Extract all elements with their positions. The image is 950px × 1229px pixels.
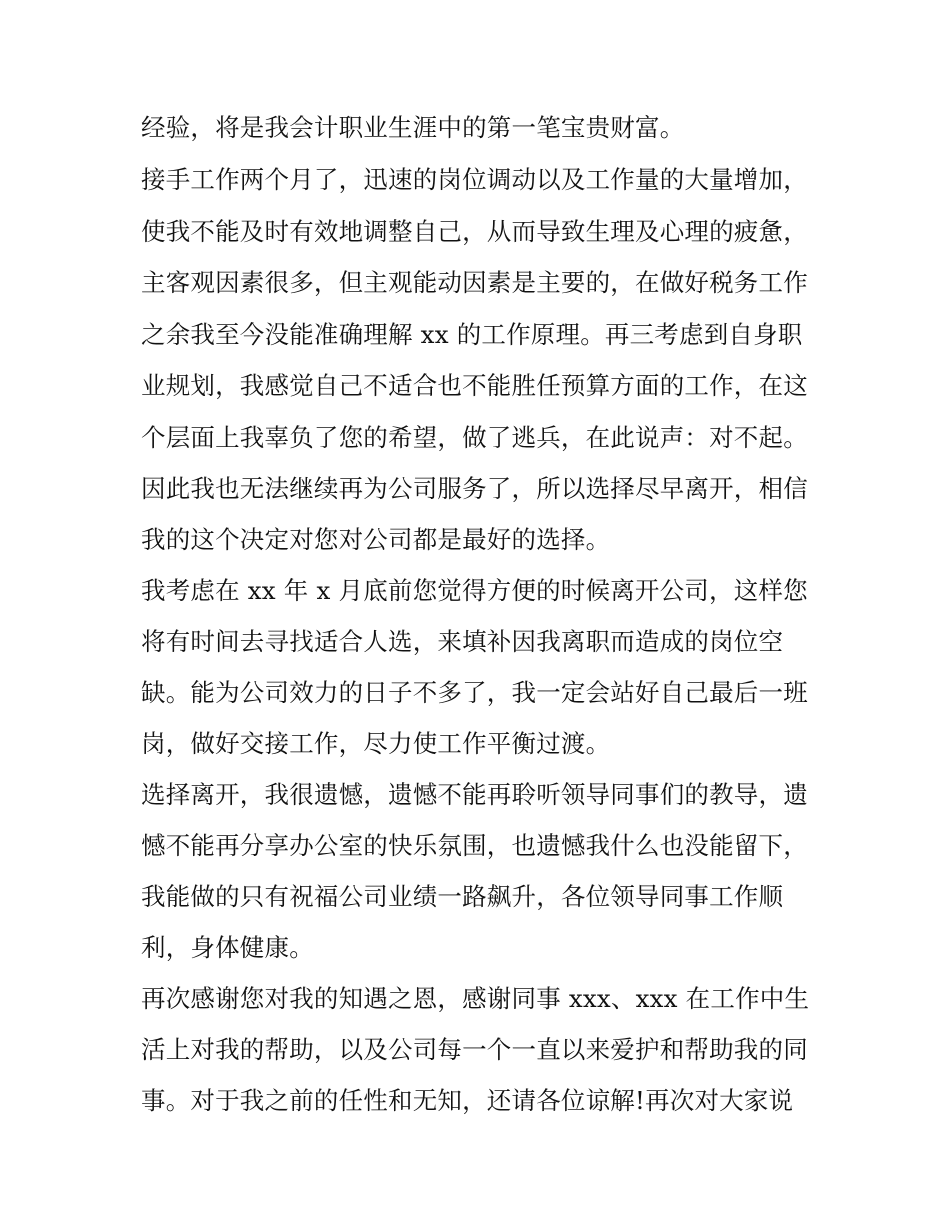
text-line: 岗，做好交接工作，尽力使工作平衡过渡。 <box>141 729 611 758</box>
text-line: 我考虑在 xx 年 x 月底前您觉得方便的时候离开公司，这样您 <box>141 576 808 605</box>
text-line: 憾不能再分享办公室的快乐氛围，也遗憾我什么也没能留下， <box>141 831 808 860</box>
text-line: 接手工作两个月了，迅速的岗位调动以及工作量的大量增加， <box>141 165 808 194</box>
text-line: 再次感谢您对我的知遇之恩，感谢同事 xxx、xxx 在工作中生 <box>141 984 810 1013</box>
text-line: 缺。能为公司效力的日子不多了，我一定会站好自己最后一班 <box>141 678 808 707</box>
text-line: 因此我也无法继续再为公司服务了，所以选择尽早离开，相信 <box>141 474 808 503</box>
text-line: 利，身体健康。 <box>141 933 314 962</box>
text-line: 经验，将是我会计职业生涯中的第一笔宝贵财富。 <box>141 113 685 142</box>
text-line: 业规划，我感觉自己不适合也不能胜任预算方面的工作，在这 <box>141 371 808 400</box>
text-line: 将有时间去寻找适合人选，来填补因我离职而造成的岗位空 <box>141 627 784 656</box>
text-line: 之余我至今没能准确理解 xx 的工作原理。再三考虑到自身职 <box>141 320 803 349</box>
text-line: 选择离开，我很遗憾，遗憾不能再聆听领导同事们的教导，遗 <box>141 780 808 809</box>
text-line: 活上对我的帮助，以及公司每一个一直以来爱护和帮助我的同 <box>141 1035 808 1064</box>
text-line: 我能做的只有祝福公司业绩一路飙升，各位领导同事工作顺 <box>141 882 784 911</box>
text-line: 事。对于我之前的任性和无知，还请各位谅解!再次对大家说 <box>141 1086 794 1115</box>
text-line: 主客观因素很多，但主观能动因素是主要的，在做好税务工作 <box>141 268 808 297</box>
text-line: 个层面上我辜负了您的希望，做了逃兵，在此说声：对不起。 <box>141 423 808 452</box>
text-line: 我的这个决定对您对公司都是最好的选择。 <box>141 525 611 554</box>
text-line: 使我不能及时有效地调整自己，从而导致生理及心理的疲惫， <box>141 217 808 246</box>
